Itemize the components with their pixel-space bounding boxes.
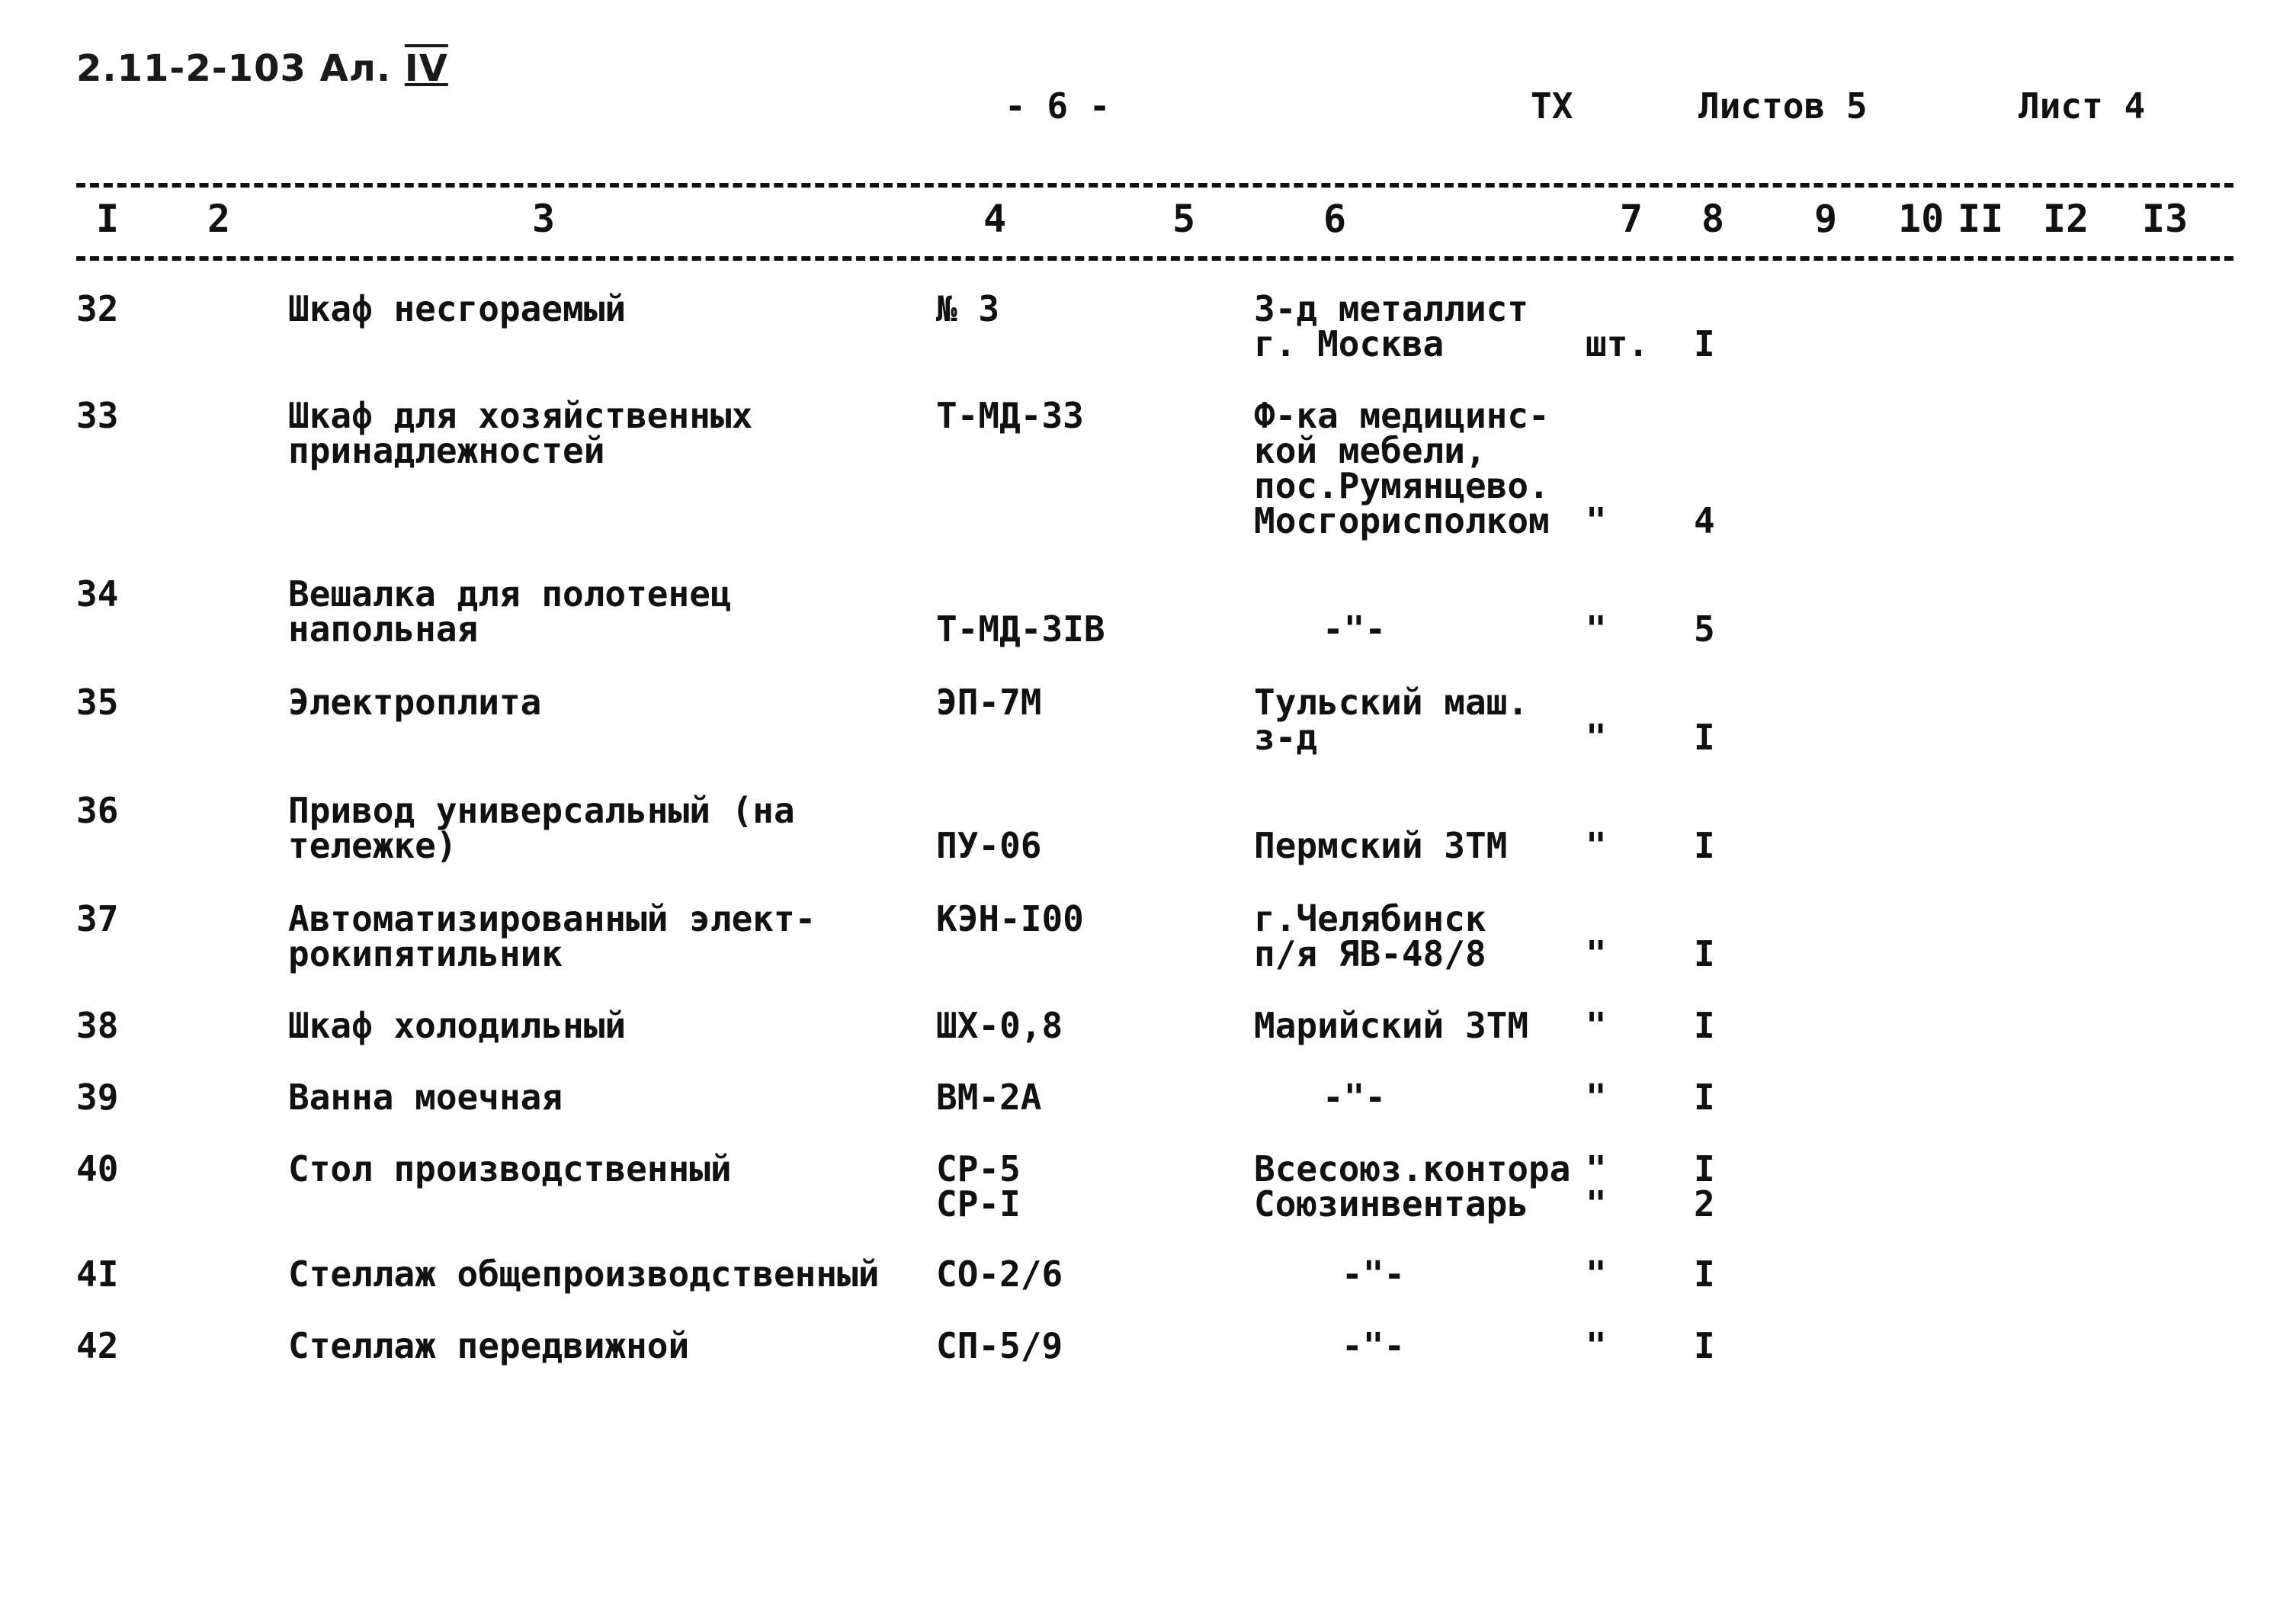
item-quantity: I: [1694, 717, 1715, 758]
item-manufacturer: Пермский ЗТМ: [1254, 825, 1508, 866]
row-number: 33: [76, 395, 119, 436]
item-manufacturer: г.Челябинск п/я ЯВ-48/8: [1254, 898, 1486, 974]
column-number: 3: [532, 197, 556, 241]
item-name: Шкаф холодильный: [288, 1005, 627, 1046]
handwritten-code: 2.11-2-103 Ал.: [76, 47, 392, 90]
item-unit: ": [1586, 1325, 1607, 1366]
row-number: 42: [76, 1325, 119, 1366]
column-number: 4: [983, 197, 1007, 241]
item-unit: ": [1586, 608, 1607, 650]
item-name: Электроплита: [288, 682, 542, 723]
row-number: 37: [76, 898, 119, 939]
item-name: Шкаф несгораемый: [288, 288, 627, 329]
document-code: ТХ: [1531, 85, 1573, 127]
item-manufacturer: -"-: [1342, 1253, 1406, 1295]
item-mark: СО-2/6: [936, 1253, 1063, 1295]
item-unit: ": [1586, 1253, 1607, 1295]
item-manufacturer: -"-: [1323, 608, 1387, 650]
item-name: Стеллаж общепроизводственный: [288, 1253, 880, 1295]
column-number: 10: [1898, 197, 1945, 241]
item-unit: ": [1586, 1005, 1607, 1046]
row-number: 38: [76, 1005, 119, 1046]
header-rule-top: [76, 183, 2233, 188]
row-number: 35: [76, 682, 119, 723]
item-manufacturer: Всесоюз.контора Союзинвентарь: [1254, 1148, 1571, 1225]
column-number: 9: [1814, 197, 1838, 241]
row-number: 34: [76, 573, 119, 615]
item-mark: КЭН-I00: [936, 898, 1084, 939]
item-unit: ": [1586, 500, 1607, 541]
column-number: 5: [1172, 197, 1196, 241]
item-manufacturer: -"-: [1323, 1077, 1387, 1118]
row-number: 4I: [76, 1253, 119, 1295]
item-manufacturer: -"-: [1342, 1325, 1406, 1366]
item-mark: СП-5/9: [936, 1325, 1063, 1366]
item-mark: ПУ-06: [936, 825, 1042, 866]
item-quantity: I: [1694, 323, 1715, 364]
item-mark: ЭП-7М: [936, 682, 1042, 723]
item-quantity: I: [1694, 825, 1715, 866]
item-name: Привод универсальный (на тележке): [288, 790, 795, 866]
item-manufacturer: Марийский ЗТМ: [1254, 1005, 1529, 1046]
item-mark: СР-5 СР-I: [936, 1148, 1021, 1225]
item-unit: " ": [1586, 1148, 1607, 1225]
item-quantity: I: [1694, 1005, 1715, 1046]
item-quantity: I 2: [1694, 1148, 1715, 1225]
item-name: Стол производственный: [288, 1148, 732, 1189]
handwritten-roman-numeral: IV: [404, 47, 448, 90]
column-number: 2: [207, 197, 231, 241]
item-name: Ванна моечная: [288, 1077, 563, 1118]
column-number: 6: [1323, 197, 1347, 241]
item-quantity: 4: [1694, 500, 1715, 541]
column-number: I3: [2142, 197, 2189, 241]
column-number: I2: [2043, 197, 2089, 241]
item-manufacturer: Тульский маш. з-д: [1254, 682, 1529, 758]
page-number: - 6 -: [1005, 85, 1111, 127]
item-quantity: I: [1694, 1077, 1715, 1118]
item-mark: ШХ-0,8: [936, 1005, 1063, 1046]
item-name: Автоматизированный элект- рокипятильник: [288, 898, 816, 974]
header-rule-bottom: [76, 256, 2233, 261]
item-unit: шт.: [1586, 323, 1650, 364]
item-name: Шкаф для хозяйственных принадлежностей: [288, 395, 753, 471]
item-name: Стеллаж передвижной: [288, 1325, 690, 1366]
item-quantity: I: [1694, 1325, 1715, 1366]
item-quantity: I: [1694, 933, 1715, 974]
item-mark: Т-МД-3IВ: [936, 608, 1105, 650]
item-quantity: 5: [1694, 608, 1715, 650]
item-unit: ": [1586, 717, 1607, 758]
row-number: 40: [76, 1148, 119, 1189]
item-manufacturer: З-д металлист г. Москва: [1254, 288, 1529, 364]
column-number: I: [96, 197, 120, 241]
item-name: Вешалка для полотенец напольная: [288, 573, 732, 650]
sheets-count: Листов 5: [1698, 85, 1868, 127]
item-unit: ": [1586, 933, 1607, 974]
item-mark: Т-МД-33: [936, 395, 1084, 436]
item-unit: ": [1586, 1077, 1607, 1118]
item-mark: ВМ-2А: [936, 1077, 1042, 1118]
column-number: 8: [1701, 197, 1725, 241]
column-number: 7: [1620, 197, 1643, 241]
row-number: 36: [76, 790, 119, 831]
row-number: 39: [76, 1077, 119, 1118]
item-mark: № 3: [936, 288, 1000, 329]
sheet-number: Лист 4: [2019, 85, 2146, 127]
item-manufacturer: Ф-ка медицинс- кой мебели, пос.Румянцево. Мосгорисполком: [1254, 395, 1550, 541]
row-number: 32: [76, 288, 119, 329]
item-quantity: I: [1694, 1253, 1715, 1295]
item-unit: ": [1586, 825, 1607, 866]
handwritten-reference: [76, 47, 448, 90]
column-number: II: [1958, 197, 2004, 241]
